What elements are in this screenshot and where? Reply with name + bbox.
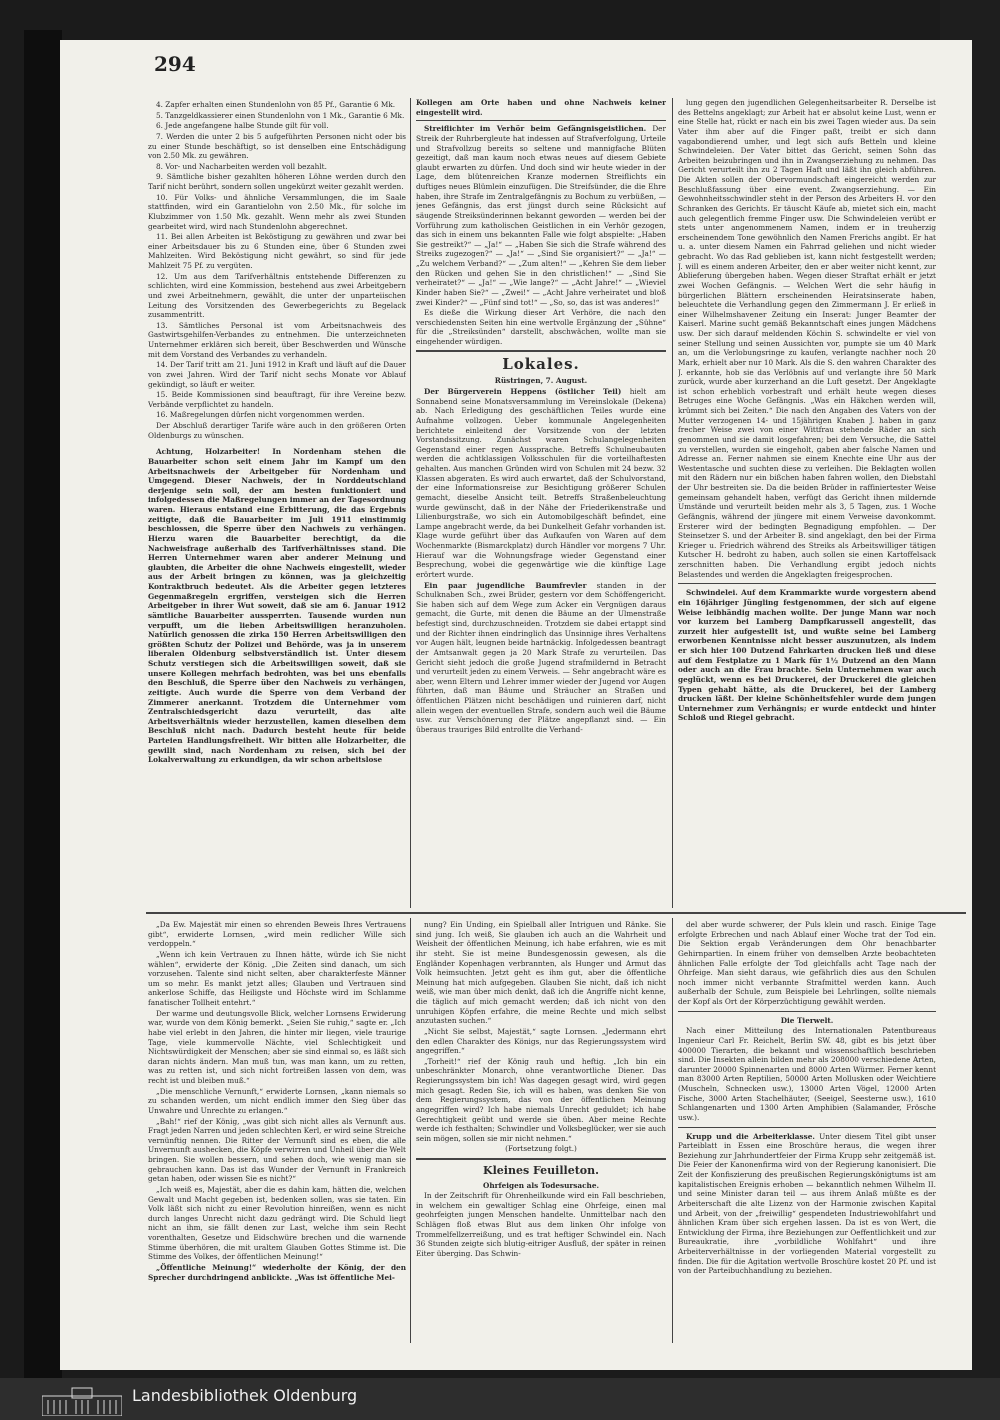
bottom-column-2 (416, 920, 666, 1340)
court-report: lung gegen den jugendlichen Gelegenheitsarbeiter R. Derselbe ist des Bettelns angeklagt; zur Arbeit hat er absolut keine Lust, wenn er eine Stelle hat, rückt er nach ein bis zwei Tagen wieder aus. Da sein Vater ihm aber auf die Finger paßt, treibt er sich dann vagabondierend umher, und legt sich aufs Betteln und kleine Schwindeleien. Der Vater bittet das Gericht, seinen Sohn das Arbeiten beizubringen und ihn in Zwangserziehung zu nehmen. Das Gericht verurteilt ihn zu 2 Tagen Haft und läßt ihn gleich abführen. Die Akten sollen der Obervormundschaft eingereicht werden zur Beschlußfassung über eine event. Zwangserziehung. — Ein Gewohnheitsschwindler steht in der Person des Arbeiters H. vor den Schranken des Gerichts. Er täuscht Käufe ab, mietet sich ein, macht auch gelegentlich fremme Finger usw. Die Schwindeleien verübt er stets unter angenommenem Namen, indem er in treuherzig erscheinendem Tone gewöhnlich den Namen Frerichs angibt. Er hat u. a. unter diesem Namen ein Fahrrad geliehen und nicht wieder gebracht. Wo das Rad geblieben ist, kann nicht festgestellt werden; J. will es einem anderen Arbeiter, den er aber weiter nicht kennt, zur Ablieferung übergeben haben. Wegen dieser Straftat erhält er jetzt zwei Wochen Gefängnis. — Welchen Wert die sehr häufig in bürgerlichen Blättern erscheinenden Heiratsinserate haben, beleuchtete die Verhandlung gegen den Zimmermann J. Er erließ in einer Wilhelmshavener Zeitung ein Inserat: Junger Beamter der Kaiserl. Marine sucht gemäß Bekanntschaft eines jungen Mädchens usw. Der sich darauf meldenden Köchin S. schwindelte er viel von seiner Stellung und seinen Aussichten vor, pumpte sie um 40 Mark an, um die Verlobungsringe zu kaufen, verlangte nachher noch 20 Mark, erhielt aber nur 10 Mark. Als die S. den wahren Charakter des J. erkannte, hob sie das Verlöbnis auf und verlangte ihre 50 Mark zurück, wurde aber kurzerhand an die Luft gesetzt. Der Angeklagte ist schon erheblich vorbestraft und erhält heute wegen dieses Betruges eine Woche Gefängnis. „Was ein Häkchen werden will, krümmt sich bei Zeiten.“ Die nach den Angaben des Vaters von der Mutter verzogenen 14- und 15jährigen Knaben J. haben in ganz frecher Weise zwei von einer Wittfrau stehende Räder an sich genommen und sie damit losgefahren; bei dem Versuche, die Sattel zu verstellen, wurden sie eingeholt, gaben aber falsche Namen und Adresse an. Ferner nahmen sie einem Knechte eine Uhr aus der Westentasche und suchten diese zu verleihen. Die Beklagten wollen mit den Rädern nur ein bißchen haben fahren wollen, den Diebstahl der Uhr bestreiten sie. Da die beiden Brüder in raffiniertester Weise gemeinsam gehandelt haben, verfügt das Gericht ihnen mildernde Umstände und verurteilt beiden mehr als 3, 5 Tagen, zus. 1 Woche Gefängnis, während der jüngere mit einem Verweise davonkommt. Ersterer wird der bedingten Begnadigung empfohlen. — Der Steinsetzer S. und der Arbeiter B. sind angeklagt, den bei der Firma Krieger u. Friedrich während des Streiks als Arbeitswilliger tätigen Kutscher H. bedroht zu haben, auch sollen sie einen Kartoffelsack zerschnitten haben. Die Verhandlung ergibt jedoch nichts Belastendes und werden die Angeklagten freigesprochen. (678, 98, 936, 579)
schwindelei-article (678, 588, 936, 723)
section-rule (416, 120, 666, 121)
novel-paragraph: „Da Ew. Majestät mir einen so ehrenden Beweis Ihres Vertrauens gibt“, erwiderte Lornsen, „wird mein redlicher Wille sich verdoppeln.“ (148, 920, 406, 949)
novel-paragraph: „Ich weiß es, Majestät, aber die es dahin kam, hätten die, welchen Gewalt und Macht gegeben ist, bedenken sollen, was sie taten. Ein Volk läßt sich nicht zu einer Revolution hinreißen, wenn es nicht durch langes Unrecht nicht dazu gedrängt wird. Die Schuld liegt nicht an ihm, sie fällt denen zur Last, welche ihm sein Recht vorenthalten, Gesetze und Eidschwüre brechen und die warnende Stimme überhören, die mit uraltem Glauben Gottes Stimme ist. Die Stimme des Volkes, der öffentlichen Meinung!“ (148, 1184, 406, 1262)
article-heading: Achtung, Holzarbeiter! (156, 447, 261, 457)
article-heading: Ohrfeigen als Todesursache. (482, 1180, 600, 1190)
bottom-column-1 (148, 920, 406, 1340)
holzarbeiter-article (148, 447, 406, 765)
novel-paragraph: „Wenn ich kein Vertrauen zu Ihnen hätte, würde ich Sie nicht wählen“, erwiderte der König. „Die Zeiten sind danach, um sich vorzusehen. Talente sind nicht selten, aber charakterfeste Männer um so mehr. Es mankt jetzt alles; Glauben und Vertrauen sind ankerlose Schiffe, das Heiligste und Höchste wird im Schlamme fanatischer Tollheit entehrt.“ (148, 949, 406, 1007)
tariff-item: 11. Bei allen Arbeiten ist Beköstigung zu gewähren und zwar bei einer Arbeitsdauer bis zu 6 Stunden eine, über 6 Stunden zwei Mahlzeiten. Wird Beköstigung nicht gewährt, so sind für jede Mahlzeit 75 Pf. zu vergüten. (148, 232, 406, 270)
column-rule (672, 918, 673, 1343)
column-2 (416, 98, 666, 905)
horizontal-rule (146, 912, 966, 914)
library-building-logo (42, 1386, 122, 1416)
article-body: In Nordenham stehen die Bauarbeiter schon seit einem Jahr im Kampf um den Arbeitsnachweis der Arbeitgeber für Nordenham und Umgegend. Dieser Nachweis, der in Norddeutschland derjenige sein soll, der am besten funktioniert und infolgedessen die Maßregelungen immer an der Tagesordnung waren. Hieraus entstand eine Erbitterung, die das Ergebnis zeitigte, daß die Bauarbeiter im Juli 1911 einstimmig beschlossen, die Sperre über den Nachweis zu verhängen. Hierzu waren die Bauarbeiter berechtigt, da die Nachweisfrage außerhalb des Tarifverhältnisses stand. Die Herren Unternehmer waren aber anderer Meinung und glaubten, die Arbeiter die ohne Nachweis eingestellt, wieder aus der Arbeit bringen zu können, was ja gleichzeitig Kontraktbruch bedeutet. Als die Arbeiter gegen letzteres Gegenmaßregeln ergriffen, versteigen sich die Herren Arbeitgeber in ihrer Wut soweit, daß sie am 6. Januar 1912 sämtliche Bauarbeiter aussperrten. Tausende wurden nun verpufft, um die lieben Arbeitswilligen heranzuholen. Natürlich genossen die zirka 150 Herren Arbeitswilligen den größten Schutz der Polizei und Behörde, was ja in unserem liberalen Oldenburg selbstverständlich ist. Unter diesem Schutz verstiegen sich die Arbeitswilligen soweit, daß sie unsere Kollegen mehrfach bedrohten, was bei uns ebenfalls den Beschluß, die Sperre über den Nachweis zu verhängen, zeitigte. Auch wurde die Sperre von dem Verband der Zimmerer anerkannt. Trotzdem die Unternehmer vom Zentralschiedsgericht dazu verurteilt, das alte Arbeitsverhältnis wieder herzustellen, kamen dieselben dem Beschluß nicht nach. Dadurch besteht heute für beide Parteien Handlungsfreiheit. Wir bitten alle Holzarbeiter, die gewillt sind, nach Nordenham zu reisen, sich bei der Lokalverwaltung zu erkundigen, da wir schon arbeitslose (148, 447, 406, 765)
page-number: 294 (154, 52, 196, 76)
tariff-item: 7. Werden die unter 2 bis 5 aufgeführten Personen nicht oder bis zu einer Stunde beschäftigt, so ist denselben eine Entschädigung von 2.50 Mk. zu gewähren. (148, 131, 406, 161)
dateline: Rüstringen, 7. August. (494, 376, 588, 386)
section-rule (416, 350, 666, 352)
krupp-article (678, 1132, 936, 1276)
novel-paragraph: Der warme und deutungsvolle Blick, welcher Lornsens Erwiderung war, wurde von dem König bemerkt. „Seien Sie ruhig,“ sagte er. „Ich habe viel erlebt in den Jahren, die hinter mir liegen, viele traurige Tage, viele kummervolle Nächte, viel Schlechtigkeit und Nichtswürdigkeit der Menschen; aber sie sind einmal so, es läßt sich daran nichts ändern. Man muß tun, was man kann, um zu retten, was zu retten ist, und sich nicht fortreißen lassen von dem, was recht ist und bleiben muß.“ (148, 1008, 406, 1085)
tariff-item: 12. Um aus dem Tarifverhältnis entstehende Differenzen zu schlichten, wird eine Kommission, bestehend aus zwei Arbeitgebern und zwei Arbeitnehmern, gewählt, die unter der unparteiischen Leitung des Vorsitzenden des Gewerbegerichts zu Begelack zusammentritt. (148, 271, 406, 320)
article-body: Der Streik der Ruhrbergleute hat indessen auf Strafverfolgung, Urteile und Strafvollzug bereits so seltene und mannigfache Blüten gezeitigt, daß man kaum noch etwas neues auf diesem Gebiete glaubt erwarten zu dürfen. Und doch sind wir heute wieder in der Lage, dem blütenreichen Kranze modernen Streiflichts ein duftiges neues Blümlein einzufügen. Die Streifsünder, die die Ehre haben, ihre Strafe im Zentralgefängnis zu Bochum zu verbüßen, — jenes Gefängnis, das erst jüngst durch seine Rücksicht auf säugende Streiksünderinnen bekannt geworden — werden bei der Vorführung zum katholischen Geistlichen in ein Verhör gezogen, das sich in einem uns bekannten Falle wie folgt abspielte: „Haben Sie gestreikt?“ — „Ja!“ — „Haben Sie sich die Strafe während des Streiks zugezogen?“ — „Ja!“ — „Sind Sie organisiert?“ — „Ja!“ — „Zu welchem Verband?“ — „Zum alten!“ — „Kehren Sie dem lieber den Rücken und gehen Sie in den christlichen!“ — „Sind Sie verheiratet?“ — „Ja!“ — „Wie lange?“ — „Acht Jahre!“ — „Wieviel Kinder haben Sie?“ — „Zwei!“ — „Acht Jahre verheiratet und bloß zwei Kinder?“ — „Fünf sind tot!“ — „So, so, das ist was anderes!“ (416, 124, 666, 307)
section-heading-lokales: Lokales. (502, 354, 580, 373)
novel-paragraph: „Die menschliche Vernunft,“ erwiderte Lornsen, „kann niemals so zu schanden werden, um nicht endlich immer den Sieg über das Unwahre und Unrechte zu erlangen.“ (148, 1086, 406, 1115)
article-body: Auf dem Krammarkte wurde vorgestern abend ein 16jähriger Jüngling festgenommen, der sich auf eigene Weise leibhändig machen wollte. Der junge Mann war noch vor kurzem bei Lamberg Dampfkarussell angestellt, das zurzeit hier aufgestellt ist, und wußte seine bei Lamberg erworbenen Kenntnisse nicht besser auszunutzen, als indem er sich hier 100 Dutzend Fahrkarten drucken ließ und diese auf dem Festplatze zu 1 Mark für 1½ Dutzend an den Mann oder auch an die Frau brachte. Sein Unternehmen war auch geglückt, wenn es bei Druckerei, der Druckerei die gleichen Typen gehabt hätte, als die Druckerei, bei der Lamberg drucken läßt. Der kleine Schönheitsfehler wurde dem jungen Unternehmer zum Verhängnis; er wurde entdeckt und hinter Schloß und Riegel gebracht. (678, 588, 936, 723)
streiflichter-article (416, 124, 666, 307)
novel-paragraph: „Nicht Sie selbst, Majestät,“ sagte Lornsen. „Jedermann ehrt den edlen Charakter des Königs, nur das Regierungssystem wird angegriffen.“ (416, 1026, 666, 1056)
section-rule (678, 1127, 936, 1128)
continuation-note: (Fortsetzung folgt.) (505, 1144, 577, 1154)
article-heading: Der Bürgerverein Heppens (östlicher Teil) (424, 387, 622, 397)
article-body: In der Zeitschrift für Ohrenheilkunde wird ein Fall beschrieben, in welchem ein gewaltiger Schlag eine Ohrfeige, einen mal geohrfeigten jungen Menschen handelte. Unmittelbar nach den Schlägen floß etwas Blut aus dem linken Ohr infolge von Trommelfellzerreißung, und es trat heftiger Schwindel ein. Nach 36 Stunden zeigte sich blutig-eitriger Ausfluß, der später in reinen Eiter überging. Das Schwin- (416, 1191, 666, 1258)
novel-paragraph: „Bah!“ rief der König, „was gibt sich nicht alles als Vernunft aus. Fragt jeden Narren und jeden schlechten Kerl, er wird seine Streiche vernünftig nennen. Die Ritter der Vernunft sind es eben, die alle Unvernunft aushecken, die Köpfe verwirren und Unheil über die Welt bringen. Sie wollen bessern, und sehen doch, wie wenig man sie gebrauchen kann. Das ist das Wunder der Vernunft in Frankreich getan haben, oder wissen Sie es nicht?“ (148, 1116, 406, 1184)
tariff-item: 10. Für Volks- und ähnliche Versammlungen, die im Saale stattfinden, wird ein Garantielohn von 2.50 Mk., für solche im Klubzimmer von 1.50 Mk. gezahlt. Wenn mehr als zwei Stunden gearbeitet wird, wird nach Stundenlohn abgerechnet. (148, 192, 406, 231)
tariff-item: 15. Beide Kommissionen sind beauftragt, für ihre Vereine bezw. Verbände verpflichtet zu handeln. (148, 390, 406, 409)
tariff-item: 8. Vor- und Nacharbeiten werden voll bezahlt. (156, 161, 327, 171)
article-body: Es dieße die Wirkung dieser Art Verhöre, die nach den verschiedensten Seiten hin eine wertvolle Ergänzung der „Sühne“ für die „Streiksünden“ darstellt, abschwächen, wollte man sie eingehender würdigen. (416, 308, 666, 346)
article-heading: Schwindelei. (686, 588, 738, 598)
buergerverein-article (416, 387, 666, 580)
continued-text: Kollegen am Orte haben und ohne Nachweis keiner eingestellt wird. (416, 98, 666, 117)
column-3 (678, 98, 936, 905)
baumfrevler-article (416, 581, 666, 735)
novel-paragraph: „Torheit!“ rief der König rauh und heftig. „Ich bin ein unbeschränkter Monarch, ohne verantwortliche Diener. Das Regierungssystem bin ich! Was dagegen gesagt wird, wird gegen mich gesagt. Reden Sie, ich will es haben, was denken Sie von dem Regierungssystem, das von der öffentlichen Meinung angegriffen wird? Ich habe niemals Unrecht geduldet; ich habe Gerechtigkeit geübt und werde sie üben. Aber meine Rechte werde ich festhalten; Schwindler und Volksbeglücker, wer sie auch sein mögen, sollen sie mir nicht nehmen.“ (416, 1056, 666, 1143)
section-rule (678, 583, 936, 584)
tariff-item: 14. Der Tarif tritt am 21. Juni 1912 in Kraft und läuft auf die Dauer von zwei Jahren. Wird der Tarif nicht sechs Monate vor Ablauf gekündigt, so läuft er weiter. (148, 360, 406, 389)
article-body: standen in der Schulknaben Sch., zwei Brüder, gestern vor dem Schöffengericht. Sie haben sich auf dem Wege zum Acker ein Vergnügen daraus gemacht, die Gurte, mit denen die Bäume an der Ulmenstraße befestigt sind, durchzuschneiden. Trotzdem sie dabei ertappt sind und der Richter ihnen eindringlich das Unsinnige ihres Verhaltens vor Augen hält, leugnen beide hartnäckig. Infolgedessen beantragt der Amtsanwalt gegen ja 20 Mark Strafe zu verurteilen. Das Gericht sieht jedoch die große Jugend strafmildernd in Betracht und verurteilt jeden zu einem Verweis. — Sehr angebracht wäre es aber, wenn Eltern und Lehrer immer wieder der Jugend vor Augen führten, daß man Bäume und Sträucher an Straßen und öffentlichen Plätzen nicht beschädigen und ruinieren darf, nicht allein wegen der eventuellen Strafe, sondern auch weil die Bäume usw. zur Verschönerung der Plätze angepflanzt sind. — Ein überaus trauriges Bild entrollte die Verhand- (416, 580, 666, 734)
tariff-item: 6. Jede angefangene halbe Stunde gilt für voll. (156, 121, 329, 131)
article-heading: Krupp und die Arbeiterklasse. (686, 1131, 815, 1141)
library-name: Landesbibliothek Oldenburg (132, 1386, 358, 1405)
article-heading: Streiflichter im Verhör beim Gefängnisgeistlichen. (424, 124, 647, 134)
article-body: Nach einer Mitteilung des Internationalen Patentbureaus Ingenieur Carl Fr. Reichelt, Berlin SW. 48, gibt es bis jetzt über 400000 Tierarten, die bekannt und wissenschaftlich beschrieben sind. Die Insekten allein bilden mehr als 208000 verschiedene Arten, darunter 20000 Spinnenarten und 8000 Arten Würmer. Ferner kennt man 83000 Arten Reptilien, 50000 Arten Mollusken oder Weichtiere (Muscheln, Schnecken usw.), 13000 Arten Vögel, 12000 Arten Fische, 3000 Arten Stachelhäuter, (Seeigel, Seesterne usw.), 1610 Schlangenarten und 1300 Arten Amphibien (Salamander, Frösche usw.). (678, 1026, 936, 1122)
article-body: del aber wurde schwerer, der Puls klein und rasch. Einige Tage erfolgte Erbrechen und nach Ablauf einer Woche trat der Tod ein. Die Sektion ergab Veränderungen dem Ohr benachbarter Gehirnpartien. In einem früher von demselben Arzte beobachteten ähnlichen Falle erfolgte der Tod gleichfalls acht Tage nach der Ohrfeige. Man sieht daraus, wie gefährlich dies aus den Schulen noch immer nicht verbannte Strafmittel werden kann. Auch außerhalb der Schule, zum Beispiele bei Lehrlingen, sollte niemals der Kopf als Ort der Körperzüchtigung gewählt werden. (678, 920, 936, 1006)
book-spine (24, 30, 62, 1380)
section-heading-feuilleton: Kleines Feuilleton. (483, 1164, 599, 1177)
tariff-list (148, 100, 406, 440)
tariff-item: 4. Zapfer erhalten einen Stundenlohn von 85 Pf., Garantie 6 Mk. (156, 100, 396, 109)
bottom-column-3 (678, 920, 936, 1340)
tariff-item: Der Abschluß derartiger Tarife wäre auch in den größeren Orten Oldenburgs zu wünschen. (148, 421, 406, 440)
section-rule (678, 1011, 936, 1012)
newspaper-page (60, 40, 972, 1370)
article-heading: Ein paar jugendliche Baumfrevler (424, 580, 587, 590)
article-body: Unter diesem Titel gibt unser Parteiblatt in Essen eine Broschüre heraus, die wegen ihrer Beziehung zur Jahrhundertfeier der Firma Krupp sehr zeitgemäß ist. Die Feier der Kanonenfirma wird von der Regierung kanonisiert. Die Zeit der Konfiszierung des preußischen Regierungskönigtums ist am kapitalistischen Ereignis erhoben — bekanntlich nehmen Wilhelm II. und seine Minister daran teil — aus ihrem Anlaß müßte es der Arbeiterschaft die alte Lizenz von der Harmonie zwischen Kapital und Arbeit, von der „freiwillig“ gespendeten Industriewohlfahrt und ähnlichen Kram über sich ergehen lassen. Da ist es von Wert, die Entwicklung der Firma, ihre Beziehungen zur Oeffentlichkeit und zur Bureaukratie, ihre „vorbildliche Wohlfahrt“ und ihre Arbeiterverhältnisse in der vorliegenden Material vorgestellt zu finden. Die für die Agitation wertvolle Broschüre kostet 20 Pf. und ist von der Parteibuchhandlung zu beziehen. (678, 1131, 936, 1276)
article-body: hielt am Sonnabend seine Monatsversammlung im Vereinslokale (Dekena) ab. Nach Erledigung des geschäftlichen Teiles wurde eine Aufnahme vollzogen. Ueber kommunale Angelegenheiten berichtete einleitend der Vorsitzende von der letzten Vorstandssitzung. Zunächst waren Schulangelegenheiten Gegenstand einer regen Aussprache. Betreffs Schulneubauten werden die achtklassigen Volksschulen für die vorteilhaftesten gehalten. Aus manchen Gründen wird von Schulen mit 24 bezw. 32 Klassen abgeraten. Es wird auch erwartet, daß der Schulvorstand, der eine Informationsreise zur Besichtigung größerer Schulen gemacht, dieselbe Ansicht teilt. Betreffs Straßenbeleuchtung wurde gewünscht, daß in der Nähe der Friederikenstraße und Lilienburgstraße, wo sich ein Automobilgeschäft befindet, eine Lampe angebracht werde, da bei Dunkelheit Gefahr vorhanden ist. Klage wurde geführt über das Aufkaufen von Waren auf dem Wochenmarkte (Bismarckplatz) durch Händler vor morgens 7 Uhr. Hierauf war die Wohnungsfrage wieder Gegenstand einer Besprechung, wobei die gegenwärtige wie die künftige Lage erörtert wurde. (416, 387, 666, 579)
novel-paragraph: nung? Ein Unding, ein Spielball aller Intriguen und Ränke. Sie sind jung. Ich weiß, Sie glauben ich auch an die Wahrheit und Weisheit der öffentlichen Meinung, ich habe erfahren, wie es mit ihr steht. Sie ist meine Bundesgenossin gewesen, als die Engländer Kopenhagen verbrannten, als Hunger und Armut das Volk heimsuchten. Jetzt geht es ihm gut, aber die öffentliche Meinung hat mich aufgegeben. Glauben Sie nicht, daß ich nicht weiß, wie man über mich denkt, daß ich die Angriffe nicht kenne, die täglich auf mich gemacht werden; daß ich nicht von den unruhigen Köpfen erfahre, die meine Rechte und mich selbst anzutasten suchen.“ (416, 920, 666, 1026)
tariff-item: 9. Sämtliche bisher gezahlten höheren Löhne werden durch den Tarif nicht berührt, sondern sollen ungekürzt weiter gezahlt werden. (148, 172, 406, 191)
article-heading: Die Tierwelt. (780, 1015, 834, 1025)
column-1 (148, 100, 406, 905)
column-rule (672, 98, 673, 908)
tariff-item: 16. Maßregelungen dürfen nicht vorgenommen werden. (156, 410, 365, 420)
column-rule (410, 918, 411, 1343)
section-rule (416, 1158, 666, 1160)
novel-paragraph: „Öffentliche Meinung!“ wiederholte der König, der den Sprecher durchdringend anblickte. „Was ist öffentliche Mei- (148, 1262, 406, 1282)
tariff-item: 13. Sämtliches Personal ist vom Arbeitsnachweis des Gastwirtsgehilfen-Verbandes zu entnehmen. Die unterzeichneten Unternehmer erklären sich bereit, über Beschwerden und Wünsche mit dem Vorstand des Verbandes zu verhandeln. (148, 320, 406, 359)
column-rule (410, 98, 411, 908)
tariff-item: 5. Tanzgeldkassierer einen Stundenlohn von 1 Mk., Garantie 6 Mk. (156, 110, 405, 120)
